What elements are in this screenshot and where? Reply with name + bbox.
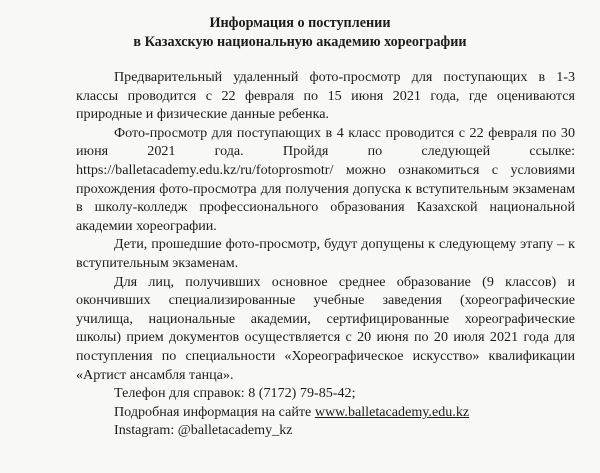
paragraph-document-submission: Для лиц, получивших основное среднее образование (9 классов) и окончивших специализированные учебные заведения (хореографические училища, национальные академии, сертифицированные хореографические школы) прием документов осуществляется с 20 июня по 20 июля 2021 года для поступления по специальности «Хореографическое искусство» квалификации «Артист ансамбля танца». xyxy=(76,273,575,383)
paragraph-photo-review-grades-1-3: Предварительный удаленный фото-просмотр для поступающих в 1-3 классы проводится с 22 февраля по 15 июня 2021 года, где оцениваются природные и физические данные ребенка. xyxy=(76,69,575,123)
contact-website-prefix: Подробная информация на сайте xyxy=(114,403,315,420)
document-title-line-1: Информация о поступлении xyxy=(209,15,391,31)
contact-website xyxy=(76,403,575,422)
contact-phone: Телефон для справок: 8 (7172) 79-85-42; xyxy=(114,385,356,402)
paragraph-photo-review-grade-4: Фото-просмотр для поступающих в 4 класс проводится с 22 февраля по 30 июня 2021 года. Пройдя по следующей ссылке: https://balletacademy.edu.kz/ru/fotoprosmotr/ можно ознакомиться с условиями прохождения фото-просмотра для получения допуска к вступительным экзаменам в школу-колледж профессионального образования Казахской национальной академии хореографии. xyxy=(76,124,575,234)
website-link[interactable]: www.balletacademy.edu.kz xyxy=(314,403,470,420)
document-body xyxy=(76,68,575,440)
paragraph-admission-to-exams: Дети, прошедшие фото-просмотр, будут допущены к следующему этапу – к вступительным экзаменам. xyxy=(76,236,575,271)
document-title-line-2: в Казахскую национальную академию хореографии xyxy=(133,34,467,50)
contact-instagram: Instagram: @balletacademy_kz xyxy=(114,422,293,439)
